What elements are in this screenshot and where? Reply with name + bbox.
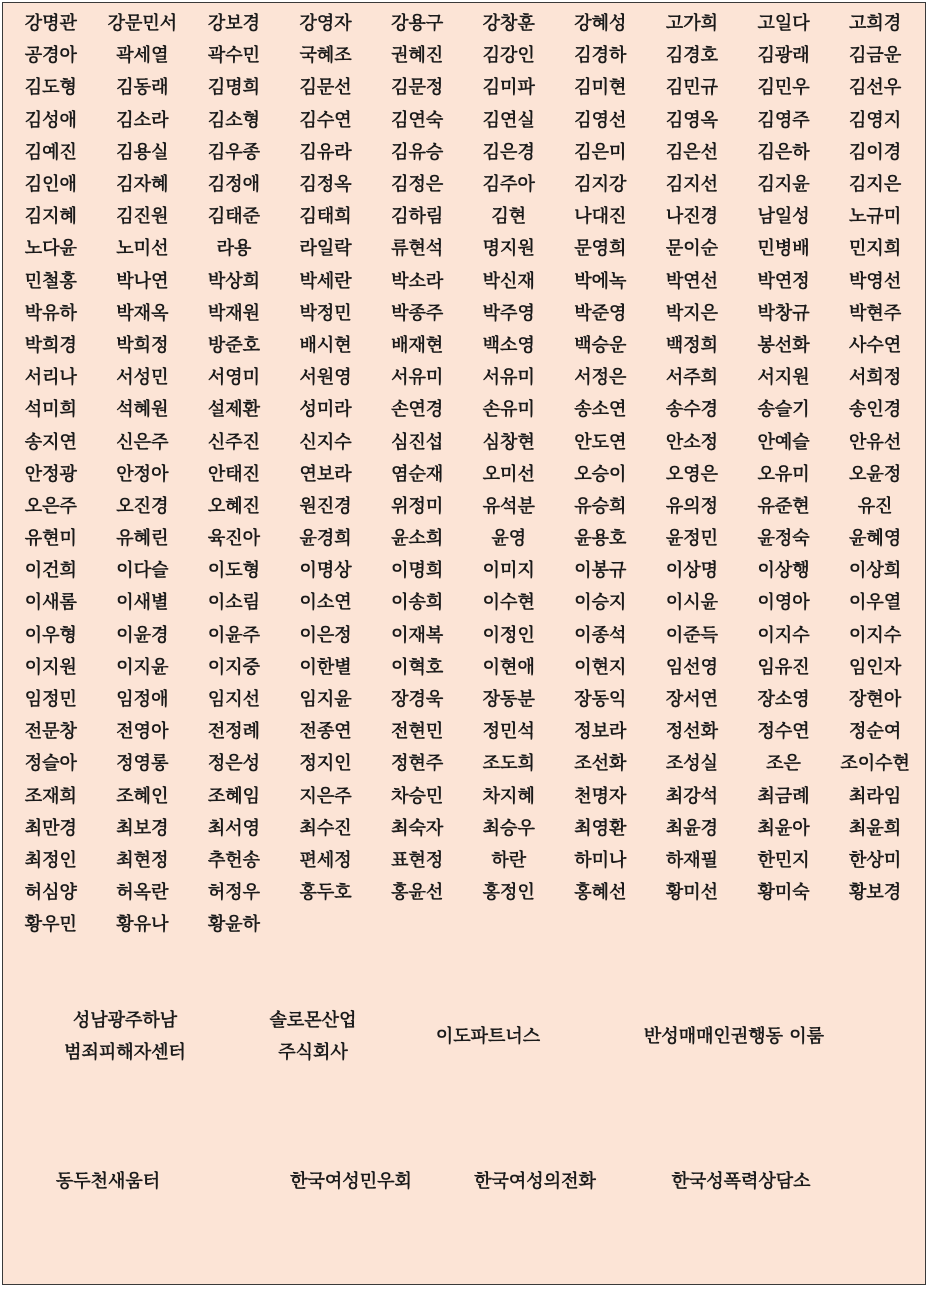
signatory-name: 장경욱	[391, 689, 444, 711]
signatory-name: 육진아	[207, 528, 261, 550]
signatory-name: 한상미	[849, 849, 902, 871]
signatory-name: 최윤희	[849, 817, 902, 839]
signatory-name: 윤소희	[391, 528, 444, 550]
signatory-name: 김미현	[574, 77, 627, 99]
signatory-name: 김미파	[482, 77, 535, 99]
signatory-name: 조성실	[665, 753, 719, 775]
signatory-name: 봉선화	[757, 334, 810, 356]
signatory-name: 정순여	[849, 721, 902, 743]
signatory-name: 이윤경	[116, 624, 169, 646]
signatory-name: 서유미	[482, 367, 535, 389]
signatory-name: 장서연	[665, 689, 719, 711]
signatory-name: 최윤경	[665, 817, 719, 839]
signatory-name: 박연선	[665, 270, 719, 292]
signatory-name: 김태준	[207, 206, 261, 228]
signatory-name: 강창훈	[482, 13, 535, 35]
signatory-name: 홍정인	[482, 882, 535, 904]
signatory-name: 서성민	[116, 367, 169, 389]
signatory-name: 신은주	[116, 431, 169, 453]
signatory-name: 정보라	[574, 721, 627, 743]
signatory-name: 이상명	[665, 560, 719, 582]
signatory-name: 나대진	[574, 206, 627, 228]
signatory-name: 김영선	[574, 109, 627, 131]
signatory-name: 정지인	[299, 753, 352, 775]
signatory-name: 김용실	[116, 141, 169, 163]
signatory-name: 서주희	[665, 367, 719, 389]
signatory-name: 손유미	[482, 399, 535, 421]
signatory-name: 송소연	[574, 399, 627, 421]
signatory-name: 배재현	[391, 334, 444, 356]
signatory-name: 박유하	[24, 302, 77, 324]
signatory-name: 이준득	[665, 624, 719, 646]
signatory-name: 이재복	[391, 624, 444, 646]
signatory-name: 정선화	[665, 721, 719, 743]
signatory-name: 안도연	[574, 431, 627, 453]
signatory-name: 최숙자	[391, 817, 444, 839]
signatory-name: 김영옥	[665, 109, 719, 131]
signatory-name: 노규미	[849, 206, 902, 228]
signatory-name: 강용구	[391, 13, 444, 35]
signatory-name: 문영희	[574, 238, 627, 260]
signatory-name: 명지원	[482, 238, 535, 260]
signatory-name: 김경호	[665, 45, 719, 67]
signatory-name: 방준호	[207, 334, 261, 356]
signatory-name: 이미지	[482, 560, 535, 582]
signatory-name: 이봉규	[574, 560, 627, 582]
signatory-name: 이새별	[116, 592, 169, 614]
signatory-name: 오윤정	[849, 463, 902, 485]
signatory-name: 정영롱	[116, 753, 169, 775]
signatory-name: 이상희	[849, 560, 902, 582]
org-irum: 반성매매인권행동 이룸	[643, 1026, 825, 1047]
signatory-name: 석혜원	[116, 399, 169, 421]
signatory-name: 심창현	[482, 431, 535, 453]
signatory-name: 이승지	[574, 592, 627, 614]
signatory-name: 이시윤	[665, 592, 719, 614]
signatory-name: 장현아	[849, 689, 902, 711]
signatory-name: 송지연	[24, 431, 77, 453]
signatory-name: 김지강	[574, 174, 627, 196]
signatory-name: 조혜임	[207, 785, 261, 807]
signatory-name: 김이경	[849, 141, 902, 163]
signatory-name: 윤혜영	[849, 528, 902, 550]
signatory-name: 이소연	[299, 592, 352, 614]
signatory-name: 이지수	[757, 624, 810, 646]
signatory-name: 임정민	[24, 689, 77, 711]
org-name-line: 범죄피해자센터	[64, 1042, 186, 1063]
signatory-name: 김주아	[482, 174, 535, 196]
signatory-name: 정은성	[207, 753, 261, 775]
signatory-name: 백소영	[482, 334, 535, 356]
signatory-name: 황미선	[665, 882, 719, 904]
signatory-name: 라용	[216, 238, 252, 260]
signatory-name: 박연정	[757, 270, 810, 292]
signatory-name: 박준영	[574, 302, 627, 324]
signatory-name: 유혜린	[116, 528, 169, 550]
signatory-name: 송인경	[849, 399, 902, 421]
signatory-name: 박소라	[391, 270, 444, 292]
signatory-name: 서유미	[391, 367, 444, 389]
signatory-name: 류현석	[391, 238, 444, 260]
org-name-line: 솔로몬산업	[269, 1010, 357, 1031]
signatory-name: 임선영	[665, 656, 719, 678]
signatory-name: 오영은	[665, 463, 719, 485]
signatory-name: 곽수민	[207, 45, 261, 67]
signatory-name: 김강인	[482, 45, 535, 67]
signatory-name: 윤용호	[574, 528, 627, 550]
signatory-name: 차지혜	[482, 785, 535, 807]
signatory-name: 김은미	[574, 141, 627, 163]
signatory-name: 김성애	[24, 109, 77, 131]
signatory-name: 최영환	[574, 817, 627, 839]
signatory-name: 최현정	[116, 849, 169, 871]
signatory-name: 권혜진	[391, 45, 444, 67]
signatory-name: 오유미	[757, 463, 810, 485]
signatory-name: 안정광	[24, 463, 77, 485]
org-ido-partners: 이도파트너스	[435, 1026, 541, 1047]
signatory-name: 장동분	[482, 689, 535, 711]
signatory-name: 최수진	[299, 817, 352, 839]
signatory-name: 허옥란	[116, 882, 169, 904]
signatory-name: 이지윤	[116, 656, 169, 678]
signatory-name: 윤영	[491, 528, 527, 550]
signatory-name: 노미선	[116, 238, 169, 260]
signatory-name: 이새롬	[24, 592, 77, 614]
signatory-name: 최윤아	[757, 817, 810, 839]
signatory-name: 허정우	[207, 882, 261, 904]
signatory-name: 위정미	[391, 495, 444, 517]
signatory-name: 강명관	[24, 13, 77, 35]
signatory-name: 민지희	[849, 238, 902, 260]
signatory-name: 유현미	[24, 528, 77, 550]
signatory-name: 박지은	[665, 302, 719, 324]
signatory-name: 조혜인	[116, 785, 169, 807]
signatory-name: 황유나	[116, 914, 169, 936]
signatory-name: 박종주	[391, 302, 444, 324]
signatory-name: 공경아	[24, 45, 77, 67]
signatory-name: 이소림	[207, 592, 261, 614]
signatory-name: 최서영	[207, 817, 261, 839]
signatory-name: 김진원	[116, 206, 169, 228]
signatory-name: 전정례	[207, 721, 261, 743]
signatory-name: 박희경	[24, 334, 77, 356]
signatory-name: 김금운	[849, 45, 902, 67]
signatory-name: 최금례	[757, 785, 810, 807]
signatory-name: 정슬아	[24, 753, 77, 775]
signatory-name: 서영미	[207, 367, 261, 389]
signatory-name: 박주영	[482, 302, 535, 324]
signatory-name: 곽세열	[116, 45, 169, 67]
signatory-name: 임인자	[849, 656, 902, 678]
signatory-name: 조이수현	[840, 753, 910, 775]
signatory-name: 장동익	[574, 689, 627, 711]
signatory-name: 박재원	[207, 302, 261, 324]
signatory-name: 윤정숙	[757, 528, 810, 550]
signatory-name: 김인애	[24, 174, 77, 196]
signatory-name: 김은하	[757, 141, 810, 163]
signatory-name: 김문선	[299, 77, 352, 99]
signatory-name: 이현지	[574, 656, 627, 678]
signatory-name: 박창규	[757, 302, 810, 324]
signatory-name: 김태희	[299, 206, 352, 228]
signatory-name: 손연경	[391, 399, 444, 421]
signatory-name: 추헌송	[207, 849, 261, 871]
signatory-name: 최승우	[482, 817, 535, 839]
signatory-name: 오진경	[116, 495, 169, 517]
signatory-name: 이한별	[299, 656, 352, 678]
signatory-name: 서희정	[849, 367, 902, 389]
signatory-name: 강혜성	[574, 13, 627, 35]
signatory-name: 김영지	[849, 109, 902, 131]
signatory-name: 이지수	[849, 624, 902, 646]
signatory-name: 황윤하	[207, 914, 261, 936]
signatory-name: 허심양	[24, 882, 77, 904]
signatory-name: 유승희	[574, 495, 627, 517]
signatory-name: 박재옥	[116, 302, 169, 324]
signatory-name: 조도희	[482, 753, 535, 775]
signatory-name: 김지은	[849, 174, 902, 196]
signatory-name: 이명상	[299, 560, 352, 582]
signatory-name: 임지윤	[299, 689, 352, 711]
signatory-name: 황우민	[24, 914, 77, 936]
signatory-name: 홍두호	[299, 882, 352, 904]
signatory-name: 이현애	[482, 656, 535, 678]
signatory-name: 김현	[491, 206, 527, 228]
signatory-name: 최보경	[116, 817, 169, 839]
signatory-name: 박정민	[299, 302, 352, 324]
org-dongducheon: 동두천새움터	[55, 1171, 161, 1192]
signatory-name: 홍윤선	[391, 882, 444, 904]
signatory-name: 김동래	[116, 77, 169, 99]
signatory-name: 박현주	[849, 302, 902, 324]
signatory-page	[2, 2, 926, 1285]
signatory-name: 안유선	[849, 431, 902, 453]
signatory-name: 이정인	[482, 624, 535, 646]
signatory-name: 고희경	[849, 13, 902, 35]
signatory-name: 문이순	[665, 238, 719, 260]
signatory-name: 정민석	[482, 721, 535, 743]
signatory-name: 고가희	[665, 13, 719, 35]
signatory-name: 박나연	[116, 270, 169, 292]
signatory-name: 이영아	[757, 592, 810, 614]
signatory-name: 김유라	[299, 141, 352, 163]
signatory-name: 김소형	[207, 109, 261, 131]
signatory-name: 오혜진	[207, 495, 261, 517]
org-name-line: 주식회사	[278, 1042, 348, 1063]
signatory-name: 민병배	[757, 238, 810, 260]
signatory-name: 유진	[857, 495, 893, 517]
signatory-name: 김광래	[757, 45, 810, 67]
signatory-name: 김예진	[24, 141, 77, 163]
signatory-name: 최만경	[24, 817, 77, 839]
signatory-name: 서리나	[24, 367, 77, 389]
signatory-name: 이우열	[849, 592, 902, 614]
signatory-name: 하란	[491, 849, 527, 871]
signatory-name: 유의정	[665, 495, 719, 517]
signatory-name: 강문민서	[107, 13, 178, 35]
signatory-name: 나진경	[665, 206, 719, 228]
signatory-name: 염순재	[391, 463, 444, 485]
signatory-name: 심진섭	[391, 431, 444, 453]
signatory-name: 홍혜선	[574, 882, 627, 904]
signatory-name: 원진경	[299, 495, 352, 517]
signatory-name: 이혁호	[391, 656, 444, 678]
signatory-name: 한민지	[757, 849, 810, 871]
signatory-name: 김정애	[207, 174, 261, 196]
signatory-name: 김지혜	[24, 206, 77, 228]
signatory-name: 성미라	[299, 399, 352, 421]
names-grid	[5, 6, 921, 939]
signatory-name: 장소영	[757, 689, 810, 711]
signatory-name: 김명희	[207, 77, 261, 99]
signatory-name: 고일다	[757, 13, 810, 35]
signatory-name: 차승민	[391, 785, 444, 807]
signatory-name: 석미희	[24, 399, 77, 421]
signatory-name: 최강석	[665, 785, 719, 807]
signatory-name: 전현민	[391, 721, 444, 743]
signatory-name: 강보경	[207, 13, 261, 35]
signatory-name: 임지선	[207, 689, 261, 711]
signatory-name: 백정희	[665, 334, 719, 356]
signatory-name: 안정아	[116, 463, 169, 485]
signatory-name: 박신재	[482, 270, 535, 292]
org-name-line: 성남광주하남	[72, 1010, 178, 1031]
signatory-name: 편세정	[299, 849, 352, 871]
signatory-name: 서원영	[299, 367, 352, 389]
org-ksvrc: 한국성폭력상담소	[671, 1171, 811, 1192]
signatory-name: 전종연	[299, 721, 352, 743]
signatory-name: 이수현	[482, 592, 535, 614]
signatory-name: 김정옥	[299, 174, 352, 196]
org-solomon	[243, 1005, 383, 1069]
signatory-name: 김소라	[116, 109, 169, 131]
signatory-name: 이종석	[574, 624, 627, 646]
signatory-name: 김자혜	[116, 174, 169, 196]
signatory-name: 강영자	[299, 13, 352, 35]
signatory-name: 이은정	[299, 624, 352, 646]
signatory-name: 이지중	[207, 656, 261, 678]
signatory-name: 하미나	[574, 849, 627, 871]
signatory-name: 김민우	[757, 77, 810, 99]
signatory-name: 이도형	[207, 560, 261, 582]
signatory-name: 백승운	[574, 334, 627, 356]
signatory-name: 이송희	[391, 592, 444, 614]
signatory-name: 송슬기	[757, 399, 810, 421]
signatory-name: 오미선	[482, 463, 535, 485]
signatory-name: 김문정	[391, 77, 444, 99]
signatory-name: 김영주	[757, 109, 810, 131]
signatory-name: 윤경희	[299, 528, 352, 550]
signatory-name: 윤정민	[665, 528, 719, 550]
signatory-name: 김유승	[391, 141, 444, 163]
signatory-name: 안소정	[665, 431, 719, 453]
signatory-name: 김연숙	[391, 109, 444, 131]
signatory-name: 서정은	[574, 367, 627, 389]
signatory-name: 김하림	[391, 206, 444, 228]
signatory-name: 황미숙	[757, 882, 810, 904]
signatory-name: 이건희	[24, 560, 77, 582]
signatory-name: 김지선	[665, 174, 719, 196]
signatory-name: 송수경	[665, 399, 719, 421]
signatory-name: 유준현	[757, 495, 810, 517]
signatory-name: 최라임	[849, 785, 902, 807]
signatory-name: 조은	[766, 753, 801, 775]
signatory-name: 김경하	[574, 45, 627, 67]
signatory-name: 최정인	[24, 849, 77, 871]
signatory-name: 국혜조	[299, 45, 352, 67]
signatory-name: 유석분	[482, 495, 535, 517]
signatory-name: 하재필	[665, 849, 719, 871]
signatory-name: 김수연	[299, 109, 352, 131]
signatory-name: 서지원	[757, 367, 810, 389]
signatory-name: 정수연	[757, 721, 810, 743]
signatory-name: 신주진	[207, 431, 261, 453]
signatory-name: 신지수	[299, 431, 352, 453]
signatory-name: 사수연	[849, 334, 902, 356]
signatory-name: 이윤주	[207, 624, 261, 646]
signatory-name: 박상희	[207, 270, 261, 292]
signatory-name: 이상행	[757, 560, 810, 582]
org-kwhl: 한국여성의전화	[474, 1171, 596, 1192]
signatory-name: 김연실	[482, 109, 535, 131]
signatory-name: 연보라	[299, 463, 352, 485]
signatory-name: 박영선	[849, 270, 902, 292]
signatory-name: 노다윤	[24, 238, 77, 260]
signatory-name: 남일성	[757, 206, 810, 228]
signatory-name: 표현정	[391, 849, 444, 871]
signatory-name: 안태진	[207, 463, 261, 485]
signatory-name: 전문창	[24, 721, 77, 743]
signatory-name: 지은주	[299, 785, 352, 807]
signatory-name: 임유진	[757, 656, 810, 678]
signatory-name: 조재희	[24, 785, 77, 807]
signatory-name: 김정은	[391, 174, 444, 196]
signatory-name: 전영아	[116, 721, 169, 743]
signatory-name: 오은주	[24, 495, 77, 517]
signatory-name: 김은경	[482, 141, 535, 163]
signatory-name: 설제환	[207, 399, 261, 421]
signatory-name: 김은선	[665, 141, 719, 163]
signatory-name: 이명희	[391, 560, 444, 582]
signatory-name: 황보경	[849, 882, 902, 904]
signatory-name: 민철홍	[24, 270, 77, 292]
signatory-name: 오승이	[574, 463, 627, 485]
signatory-name: 김도형	[24, 77, 77, 99]
signatory-name: 김민규	[665, 77, 719, 99]
signatory-name: 박세란	[299, 270, 352, 292]
org-womenlink: 한국여성민우회	[290, 1171, 412, 1192]
signatory-name: 천명자	[574, 785, 627, 807]
signatory-name: 박희정	[116, 334, 169, 356]
signatory-name: 김선우	[849, 77, 902, 99]
org-seongnam-center	[37, 1005, 213, 1069]
signatory-name: 조선화	[574, 753, 627, 775]
signatory-name: 배시현	[299, 334, 352, 356]
signatory-name: 이우형	[24, 624, 77, 646]
signatory-name: 김우종	[207, 141, 261, 163]
signatory-name: 임정애	[116, 689, 169, 711]
signatory-name: 라일락	[299, 238, 352, 260]
signatory-name: 이지원	[24, 656, 77, 678]
signatory-name: 이다슬	[116, 560, 169, 582]
signatory-name: 박에녹	[574, 270, 627, 292]
signatory-name: 김지윤	[757, 174, 810, 196]
signatory-name: 안예슬	[757, 431, 810, 453]
signatory-name: 정현주	[391, 753, 444, 775]
